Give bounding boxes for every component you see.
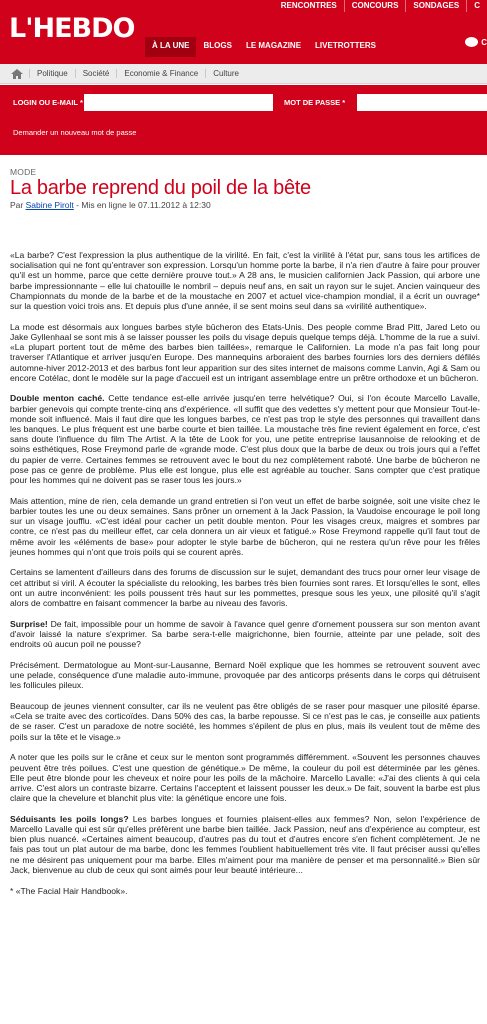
site-header: [0, 0, 487, 64]
paragraph-text: De fait, impossible pour un homme de savoir à l'avance quel genre d'ornement poussera sur son menton avant d'avoir laissé la nature s'exprimer. Sa barbe sera-t-elle maigrichonne, bien fournie, atteinte par une pelade, soit des endroits où aucun poil ne pousse?: [10, 618, 480, 650]
article-title: La barbe reprend du poil de la bête: [10, 177, 311, 199]
byline-date: - Mis en ligne le 07.11.2012 à 12:30: [73, 200, 211, 210]
subnav-societe[interactable]: Société: [75, 69, 117, 78]
subnav-economie-finance[interactable]: Economie & Finance: [116, 69, 205, 78]
password-field[interactable]: [357, 94, 487, 111]
paragraph-lead: Séduisants les poils longs?: [10, 813, 129, 824]
article-container: [10, 167, 480, 906]
home-icon[interactable]: [11, 69, 23, 79]
forgot-password-link[interactable]: Demander un nouveau mot de passe: [13, 128, 137, 137]
footnote-text: * «The Facial Hair Handbook».: [10, 885, 128, 896]
paragraph: [10, 250, 480, 311]
email-label: LOGIN OU E-MAIL *: [13, 98, 83, 107]
paragraph: [10, 393, 480, 485]
nav-le-magazine[interactable]: LE MAGAZINE: [245, 41, 302, 50]
comments-label: C: [481, 37, 487, 47]
paragraph-text: La mode est désormais aux longues barbes style bûcheron des Etats-Unis. Des people comme Brad Pitt, Jared Leto ou Jake Gyllenhaal se sont mis à se laisser pousser les poils du visage depuis quelque temps déjà. L'homme de la rue a suivi. «La plupart portent tout de même des barbes bien taillées», remarque le Californien. La mode n'a pas fait long pour traverser l'Atlantique et arriver jusqu'en Europe. Des mannequins arboraient des barbes fournies lors des derniers défilés automne-hiver 2012-2013 et des barbus font leur apparition sur des sites internet de maisons comme Lanvin, Agi & Sam ou encore Cotélac, dont le modèle sur la page d'accueil est un intrigant assemblage entre un prêtre orthodoxe et un bûcheron.: [10, 321, 480, 383]
paragraph: [10, 814, 480, 875]
paragraph: [10, 619, 480, 650]
comments-link[interactable]: [465, 37, 487, 47]
article-rubrique[interactable]: MODE: [10, 167, 37, 177]
sub-nav: [0, 64, 487, 84]
toplink-concours[interactable]: CONCOURS: [344, 0, 406, 12]
paragraph: [10, 752, 480, 803]
paragraph: [10, 496, 480, 557]
nav-livetrotters[interactable]: LIVETROTTERS: [315, 41, 376, 50]
paragraph-text: Beaucoup de jeunes viennent consulter, car ils ne veulent pas être obligés de se raser pour masquer une pilosité éparse. «Cela se traite avec des corticoïdes. Dans 50% des cas, la barbe repousse. Si ce n'est pas le cas, je conseille aux patients de se raser. C'est un paradoxe de notre société, les hommes s'épilent de plus en plus, mais ils veulent tout de même des poils sur la tête et le visage.»: [10, 701, 480, 742]
paragraph: [10, 701, 480, 742]
paragraph-text: Mais attention, mine de rien, cela demande un grand entretien si l'on veut un effet de barbe soignée, soit une visite chez le barbier toutes les une ou deux semaines. Sans prôner un ornement à la Jack Passion, la Vaudoise encourage le poil long sur un visage joufflu. «C'est idéal pour cacher un petit double menton. Pour les visages creux, maigres et sombres par contre, ce n'est pas du meilleur effet, car cela donnera un air vieux et fatigué.» Rose Freymond rappelle qu'il faut tout de même avoir les «éléments de base» pour adopter le style barbe de bûcheron, qui ne restera qu'un rêve pour les frêles jeunes hommes qui n'ont que trois poils qui se courent après.: [10, 495, 480, 557]
toplink-more[interactable]: C: [466, 0, 487, 12]
password-label: MOT DE PASSE *: [284, 98, 346, 107]
byline-prefix: Par: [10, 200, 26, 210]
paragraph-text: Certains se lamentent d'ailleurs dans des forums de discussion sur le sujet, demandant des trucs pour orner leur visage de cet attribut si viril. A écouter la spécialiste du relooking, les barbes très bien fournies sont rares. Et lorsqu'elles le sont, elles ont un autre inconvénient: les poils poussent très haut sur les pommettes, presque sous les yeux, une pilosité qu'il s'agit alors de combattre en faisant commencer la barbe au niveau des favoris.: [10, 567, 480, 609]
subnav-culture[interactable]: Culture: [205, 69, 246, 78]
nav-a-la-une[interactable]: À LA UNE: [145, 37, 196, 57]
paragraph-text: «La barbe? C'est l'expression la plus authentique de la virilité. En fait, c'est la virilité à l'état pur, sans tous les artifices de socialisation qui ne font qu'entraver son expression. Lorsqu'un homme porte la barbe, il n'a rien d'autre à faire pour prouver qu'il est un homme, parce que cette dernière prouve tout.» A 28 ans, le musicien californien Jack Passion, qui arbore une barbe impressionnante – elle lui chatouille le nombril – depuis neuf ans, en sait un rayon sur le sujet. Ancien vainqueur des Championnats du monde de la barbe et de la moustache en 2007 et actuel vice-champion mondial, il a écrit un ouvrage* sur la question voici trois ans. Et depuis plus d'une année, il se sent moins seul dans sa «virilité authentique».: [10, 250, 480, 312]
toplink-sondages[interactable]: SONDAGES: [405, 0, 466, 12]
article-body: [10, 250, 480, 896]
paragraph-lead: Double menton caché.: [10, 393, 105, 404]
author-link[interactable]: Sabine Pirolt: [25, 200, 74, 210]
nav-blogs[interactable]: BLOGS: [203, 41, 232, 50]
paragraph-text: Précisément. Dermatologue au Mont-sur-Lausanne, Bernard Noël explique que les hommes se retrouvent souvent avec une pelade, conséquence d'une maladie auto-immune, provoquée par des anticorps présents dans le corps qui détruisent les follicules pileux.: [10, 659, 480, 691]
toplink-rencontres[interactable]: RENCONTRES: [280, 1, 337, 10]
paragraph-lead: Surprise!: [10, 618, 48, 629]
email-field[interactable]: [84, 94, 273, 111]
paragraph: [10, 660, 480, 691]
login-bar: [0, 85, 487, 155]
paragraph: [10, 567, 480, 608]
subnav-politique[interactable]: Politique: [29, 69, 75, 78]
main-nav: [145, 37, 383, 55]
speech-bubble-icon: [465, 37, 478, 47]
paragraph-text: Cette tendance est-elle arrivée jusqu'en terre helvétique? Oui, si l'on écoute Marcello Lavalle, barbier genevois qui compte trente-cinq ans d'expérience. «Il suffit que des vedettes s'y mettent pour que Monsieur Tout-le-monde soit influencé. Mais il faut dire que les longues barbes, ce n'est pas trop le style des personnes qui travaillent dans les banques. Le plus fréquent est une barbe courte et bien taillée. La moustache très fine revient également en force, c'est sans doute l'influence du film The Artist. A la tête de Look for you, une petite entreprise lausannoise de relooking et de soins esthétiques, Rose Freymond parle de «grande mode. C'est plus doux que la barbe de deux ou trois jours qui a l'effet du papier de verre. Certaines femmes se retrouvent avec le bout du nez complètement raboté. Une barbe de bûcheron ne pose pas ce genre de problème. Plus elle est longue, plus elle est agréable au toucher. Sans compter que c'est pratique pour les hommes qui ne doivent pas se raser tous les jours.»: [10, 393, 480, 486]
footnote: [10, 886, 480, 896]
paragraph-text: Les barbes longues et fournies plaisent-elles aux femmes? Non, selon l'expérience de Marcello Lavalle qui est sûr qu'elles préfèrent une barbe bien taillée. Jack Passion, neuf ans d'expérience au compteur, est bien plus nuancé. «Certaines aiment beaucoup, d'autres pas du tout et d'autres encore s'en fichent complètement. Je ne fais pas tout un plat autour de ma barbe, donc les femmes l'oublient habituellement très vite. Il faut préciser aussi qu'elles ne me désirent pas uniquement pour ma barbe. Elles m'aiment pour ma manière de penser et ma personnalité.» Bien sûr Jack, bienvenue au club de ceux qui sont aimés pour leur beauté intérieure...: [10, 813, 480, 875]
paragraph-text: A noter que les poils sur le crâne et ceux sur le menton sont programmés différemment. «Souvent les personnes chauves peuvent être très poilues. C'est une question de génétique.» De même, la couleur du poil est déterminée par les gènes. Elle peut être blonde pour les cheveux et noire pour les poils de la mâchoire. Marcello Lavalle: «J'ai des clients à qui cela arrive. C'est alors un contraste bizarre. Certains l'acceptent et laissent pousser les deux.» De fait, souvent la barbe est plus claire que la chevelure et blanchit plus vite: la génétique encore une fois.: [10, 752, 480, 804]
site-logo[interactable]: L'HEBDO: [9, 13, 135, 44]
article-byline: [10, 200, 480, 210]
paragraph: [10, 322, 480, 383]
top-links: [274, 0, 487, 12]
